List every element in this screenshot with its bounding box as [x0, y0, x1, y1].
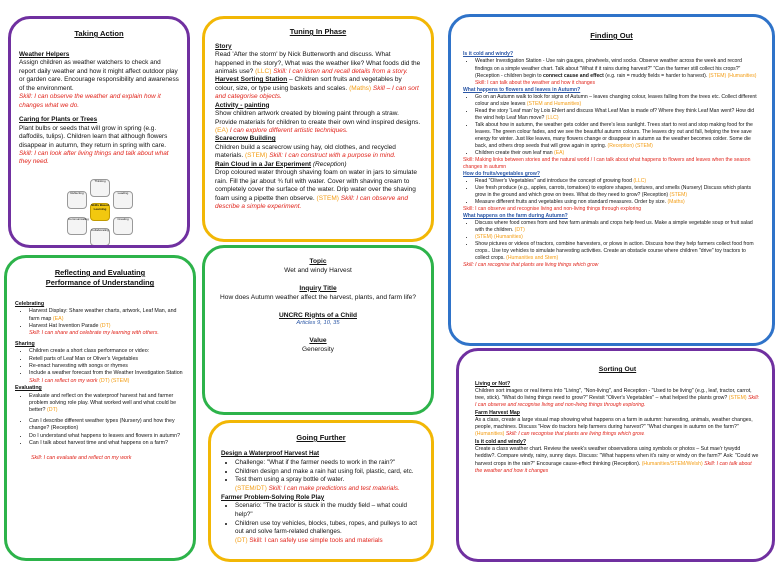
evaluating-skill: Skill: I can evaluate and reflect on my work — [31, 455, 132, 462]
reflecting-title — [15, 268, 185, 289]
list-item: • Children use toy vehicles, blocks, tubes, ropes, and pulleys to act out and solve farm-related challenges. — [235, 520, 421, 537]
evaluating-list — [15, 393, 185, 448]
role-skill: Skill: I can safely use simple tools and materials — [249, 537, 383, 545]
sharing-tag: (DT) (STEM) — [99, 377, 130, 384]
item-tag: (STEM) (Humanities) — [475, 233, 523, 240]
list-item — [475, 199, 760, 206]
list-item — [475, 241, 760, 262]
painting-tag: (EA) — [215, 127, 228, 134]
item-skill: Skill: I can talk about the weather and how it changes — [475, 79, 596, 86]
list-item — [475, 150, 760, 157]
item-text: Read "Oliver's Vegetables" and introduce the concept of growing food — [475, 177, 632, 184]
item-tag: (DT) — [514, 226, 525, 233]
item-text: Discuss where food comes from and how farm animals and crops help feed us. Make a simple vegetable soup or fruit salad with the children. — [475, 219, 753, 233]
list-item: • Children design and make a rain hat using foil, plastic, card, etc. — [235, 468, 421, 477]
inquiry-heading: Inquiry Title — [299, 284, 337, 292]
list-item — [475, 94, 760, 108]
map-heading: Farm Harvest Map — [475, 409, 520, 416]
scarecrow-skill: Skill: I can construct with a purpose in mind. — [269, 152, 396, 160]
list-item — [29, 308, 185, 323]
story-text: Read 'After the storm' by Nick Butterworth and discuss. What happened in the story?, What was the weather like? What foods did the animals use? — [215, 51, 421, 75]
rain-heading-suffix: (Reception) — [312, 160, 347, 168]
list-item — [475, 220, 760, 234]
value-value: Generosity — [302, 346, 334, 354]
hat-skill-line — [221, 485, 421, 494]
finding-q3-skill: Skill: I can observe and recognise living and non-living things through exploring — [463, 205, 642, 212]
scarecrow-text: Children build a scarecrow using hay, old clothes, and recycled materials. — [215, 143, 396, 160]
living-skill: Skill: I can observe and recognise living and non-living things through exploring. — [475, 395, 760, 409]
story-paragraph — [215, 51, 421, 76]
story-skill: Skill: I can listen and recall details from a story. — [273, 67, 408, 75]
scarecrow-heading: Scarecrow Building — [215, 135, 276, 143]
uncrc-value: Articles 9, 10, 35 — [296, 320, 340, 327]
sorting-paragraph — [215, 76, 421, 101]
item-tag: (EA) — [554, 149, 565, 156]
topic-heading: Topic — [309, 258, 327, 265]
item-tag: (STEM) (Humanities) — [708, 72, 757, 79]
skills-diagram-label: Thinking — [90, 179, 110, 197]
item-text: Use fresh produce (e.g., apples, carrots, tomatoes) to explore shapes, textures, and smells (Nursery) Discuss which plants grow in the ground and which grow on trees. What do they need to grow? (Reception) — [475, 184, 752, 198]
taking-action-panel — [8, 16, 190, 248]
weather-helpers-text: Assign children as weather watchers to check and report daily weather and how it might affect outdoor play or garden care. Encourage responsibility and awareness of the environment. — [19, 59, 179, 92]
list-item: • Children create a short class performance or video: — [29, 348, 185, 355]
item-text: Harvest Hat Invention Parade — [29, 322, 99, 329]
cold-text: Create a class weather chart. Review the week's weather observations using symbols or photos – Sut mae'r tywydd heddiw?. Compare windy, rainy, sunny days. Discuss: "What happens when it's rainy or windy on the farm?" Ask: "Could we harvest crops in the rain?" Encourage cause-effect thinking (Reception). — [475, 446, 759, 467]
weather-helpers-skill: Skill: I can observe the weather and explain how it changes what we do. — [19, 93, 161, 109]
item-text: Evaluate and reflect on the waterproof harvest hat and farmer problem solving role play. What worked well and what could be better? — [29, 392, 177, 414]
finding-q2-skill: Skill: Making links between stories and the natural world / I can talk about what happens to flowers and leaves when the season changes in autumn — [463, 156, 751, 170]
taking-action-title: Taking Action — [74, 29, 124, 38]
list-item — [475, 122, 760, 150]
celebrating-list — [15, 308, 185, 338]
rain-skill: Skill: I can observe and describe a simple experiment. — [215, 194, 408, 210]
caring-skill: Skill: I can look after living things and talk about what they need. — [19, 150, 169, 166]
sorting-text: – Children sort fruits and vegetables by colour, size, or type using baskets and scales. — [215, 76, 402, 92]
rain-heading-line — [215, 161, 421, 169]
story-heading: Story — [215, 42, 232, 50]
sorting-heading: Harvest Sorting Station — [215, 76, 288, 84]
sorting-skill: Skill – I can sort and categorise objects. — [215, 84, 419, 101]
skills-diagram-label: Collaborating — [90, 228, 110, 246]
tuning-in-title: Tuning In Phase — [289, 27, 347, 36]
rain-heading: Rain Cloud in a Jar Experiment — [215, 160, 312, 168]
finding-q4-list — [463, 220, 760, 262]
map-text: As a class, create a large visual map showing what happens on a farm in autumn: harvesting, animals, weather changes, people, machines. Discuss "How do tractors help farmers during harvest?" "What changes in autumn on the farm?" — [475, 416, 753, 431]
reflecting-title-line1: Reflecting and Evaluating — [54, 268, 146, 277]
role-tag: (DT) — [235, 537, 248, 545]
hat-heading: Design a Waterproof Harvest Hat — [221, 450, 320, 458]
painting-text: Show children artwork created by blowing paint through a straw. Provide materials for children to create their own wind inspired designs. — [215, 110, 421, 126]
skills-diagram — [59, 175, 139, 247]
living-heading: Living or Not? — [475, 380, 511, 387]
finding-out-panel — [448, 14, 775, 346]
finding-q1: Is it cold and windy? — [463, 51, 514, 58]
topic-value: Wet and windy Harvest — [284, 266, 352, 274]
finding-out-title: Finding Out — [590, 31, 633, 40]
living-text: Children sort images or real items into "Living", "Non-living", and Reception - "Used to be living" (e.g., leaf, tractor, carrot, tree, stick). "What do living things need to grow?" Revisit "Oliver's Vegetables" – what helped the plants grow? — [475, 387, 752, 402]
scarecrow-tag: (STEM) — [245, 152, 268, 160]
map-skill: Skill: I can recognise that plants are living things which grow. — [505, 431, 645, 438]
list-item: • Re-enact harvesting with songs or rhymes — [29, 363, 185, 370]
going-further-panel — [208, 420, 434, 562]
list-item — [475, 178, 760, 185]
list-item: • Challenge: "What if the farmer needs to work in the rain?" — [235, 459, 421, 468]
value-heading: Value — [309, 337, 327, 345]
caring-text: Plant bulbs or seeds that will grow in spring (e.g. daffodils, tulips). Children learn that although flowers disappear in autumn, they return in spring with care. — [19, 124, 168, 149]
living-paragraph — [475, 388, 760, 410]
list-item: • Retell parts of Leaf Man or Oliver's Vegetables — [29, 356, 185, 363]
finding-q3: How do fruits/vegetables grow? — [463, 170, 540, 177]
item-tag: (Humanities and Stem) — [506, 254, 559, 261]
topic-panel — [202, 245, 434, 415]
skills-diagram-label: Communicating — [67, 217, 87, 235]
hat-skill: Skill: I can make predictions and test materials. — [268, 484, 400, 492]
painting-skill: I can explore different artistic techniques. — [229, 127, 348, 134]
list-item: • Do I understand what happens to leaves and flowers in autumn? — [29, 433, 185, 440]
caring-heading: Caring for Plants or Trees — [19, 116, 98, 124]
painting-heading: Activity - painting — [215, 101, 270, 109]
sorting-out-title: Sorting Out — [598, 366, 637, 373]
item-bold: connect cause and effect — [542, 72, 604, 79]
list-item: • Can I describe different weather types (Nursery) and how they change? (Reception) — [29, 418, 185, 433]
sorting-tag: (Maths) — [349, 84, 372, 92]
skills-diagram-label: Creating — [113, 217, 133, 235]
celebrating-heading: Celebrating — [15, 300, 45, 307]
role-list — [221, 502, 421, 537]
finding-q1-list — [463, 58, 760, 86]
celebrating-skill: Skill: I can share and celebrate my learning with others. — [29, 330, 159, 337]
item-tag: (LLC) — [633, 177, 647, 184]
story-tag: (LLC) — [255, 67, 272, 75]
item-text: Measure different fruits and vegetables using non standard measures. Order by size. — [475, 198, 667, 205]
inquiry-value: How does Autumn weather affect the harvest, plants, and farm life? — [220, 293, 416, 301]
rain-paragraph — [215, 169, 421, 211]
scarecrow-paragraph — [215, 144, 421, 161]
item-text: Talk about how in autumn, the weather gets colder and there's less sunlight. Trees start to rest and stop making food for the leaves. The green colour fades, and we see the beautiful autumn colours. The leaves dry out and fall, helping the tree save energy for winter. Just like leaves, many flowers change or disappear in autumn as the weather becomes colder. Some die back, and others drop seeds that will grow again in spring. — [475, 121, 753, 149]
rain-text: Drop coloured water through shaving foam on water in jars to simulate rain. Fill the jar about ¾ full with water. Cover with shaving cream to completely cover the surface of the water. Drip water over the shaving foam using a pipette then observe. — [215, 169, 417, 202]
item-text: Show pictures or videos of tractors, combine harvesters, or plows in action. Discuss how they help farmers collect food from crops.. Use toy vehicles to simulate harvesting activities. Create an obstacle course where children "drive" toy tractors to collect crops. — [475, 240, 754, 261]
role-heading: Farmer Problem-Solving Role Play — [221, 493, 325, 501]
reflecting-panel — [4, 255, 196, 561]
sharing-list — [15, 348, 185, 385]
item-tag: (STEM and Humanities) — [526, 100, 582, 107]
map-paragraph — [475, 417, 760, 439]
list-item — [475, 58, 760, 86]
list-item — [29, 370, 185, 385]
finding-q3-list — [463, 178, 760, 206]
list-item — [475, 108, 760, 122]
list-item — [29, 323, 185, 338]
skills-diagram-label: Leading — [113, 191, 133, 209]
item-tag: (DT) — [99, 322, 111, 329]
role-skill-line — [221, 537, 421, 546]
list-item — [29, 393, 185, 415]
list-item: • Scenario: "The tractor is stuck in the muddy field – what could help?" — [235, 502, 421, 519]
item-tag: (EA) — [52, 315, 64, 322]
skills-diagram-center: Skills Based Learning — [90, 203, 110, 221]
sharing-heading: Sharing — [15, 340, 35, 347]
painting-paragraph — [215, 110, 421, 135]
reflecting-title-line2: Performance of Understanding — [45, 278, 155, 288]
map-tag: (Humanities) — [475, 431, 505, 438]
list-item — [475, 234, 760, 241]
finding-q4: What happens on the farm during Autumn? — [463, 212, 568, 219]
list-item: • Test them using a spray bottle of water. — [235, 476, 421, 485]
uncrc-heading: UNCRC Rights of a Child — [278, 311, 358, 319]
cold-tag: (Humanities/STEM/Welsh) — [641, 460, 703, 467]
item-text: Read the story 'Leaf man' by Lois Ehlert and discuss What Leaf Man is made of? Where they think Leaf Man went? How did the wind help Leaf Man move? — [475, 107, 755, 121]
skills-diagram-label: Reflecting — [67, 191, 87, 209]
going-further-title: Going Further — [296, 433, 346, 442]
item-text: Harvest Display: Share weather charts, artwork, Leaf Man, and farm map — [29, 308, 177, 322]
tuning-in-panel — [202, 16, 434, 242]
item-tag: (STEM) — [669, 191, 688, 198]
cold-paragraph — [475, 446, 760, 475]
cold-heading: Is it cold and windy? — [475, 438, 527, 445]
item-text: Children create their own leaf man — [475, 149, 553, 156]
cold-skill: Skill: I can talk about the weather and how it changes — [475, 460, 752, 474]
weather-helpers-heading: Weather Helpers — [19, 51, 70, 59]
rain-tag: (STEM) — [316, 194, 339, 202]
item-text: Go on an Autumn walk to look for signs of Autumn – leaves changing colour, leaves falling from the trees etc. Collect different colour and size leaves — [475, 93, 757, 107]
finding-q2-list — [463, 94, 760, 157]
item-tag: (Maths) — [667, 198, 685, 205]
hat-list — [221, 459, 421, 485]
item-text: Weather Investigation Station - Use rain gauges, pinwheels, wind socks. Observe weather across the week and record findings on a simple weather chart. Talk about "What if it rains during harvest?" "Can the farmer still collect his crops?" (Reception - children begin to — [475, 58, 742, 79]
living-tag: (STEM) — [728, 395, 747, 402]
sorting-out-panel — [456, 348, 775, 562]
hat-tag: (STEM/DT) — [235, 484, 267, 492]
item-tag: (LLC) — [545, 114, 559, 121]
item-tag: (Reception) (STEM) — [607, 142, 653, 149]
list-item: • Can I talk about harvest time and what happens on a farm? — [29, 440, 185, 447]
item-text: (e.g. rain = muddy fields = harder to harvest). — [603, 72, 708, 79]
finding-q4-skill: Skill: I can recognise that plants are living things which grow — [463, 261, 599, 268]
list-item — [475, 185, 760, 199]
evaluating-heading: Evaluating — [15, 385, 42, 392]
item-tag: (DT) — [46, 407, 58, 414]
item-text: Include a weather forecast from the Weather Investigation Station — [29, 370, 183, 377]
sharing-skill: Skill: I can reflect on my work — [29, 377, 98, 384]
finding-q2: What happens to flowers and leaves in Autumn? — [463, 86, 581, 93]
